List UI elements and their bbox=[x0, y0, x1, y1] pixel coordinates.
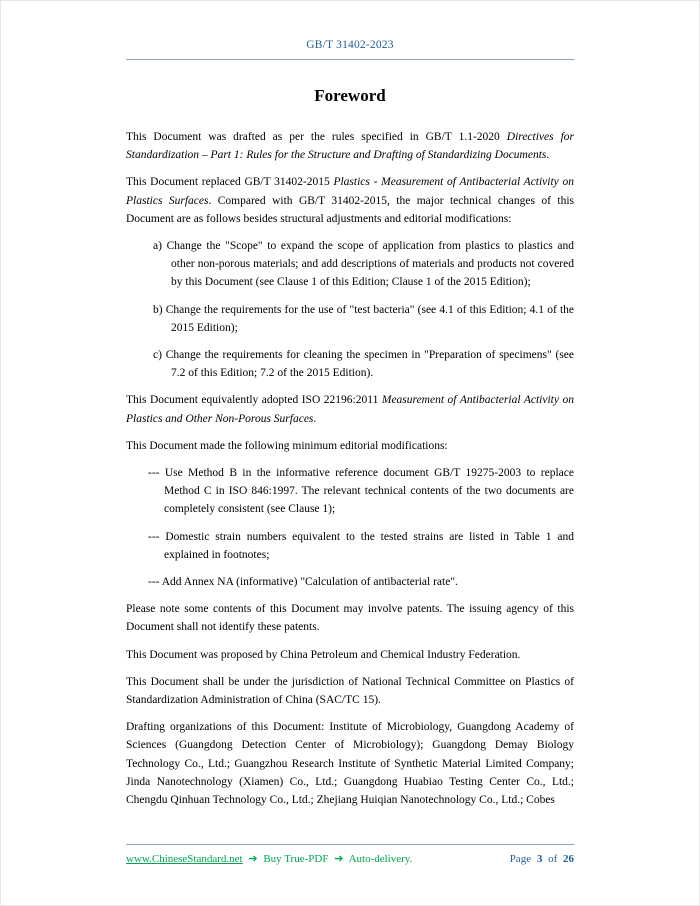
paragraph bbox=[126, 600, 574, 636]
document-number: GB/T 31402-2023 bbox=[306, 39, 394, 51]
text-segment: This Document made the following minimum editorial modifications: bbox=[126, 439, 448, 452]
page-title: Foreword bbox=[314, 86, 386, 105]
italic-text-segment: Plastics - Measurement of Antibacterial Activity on Plastics Surfaces bbox=[126, 176, 574, 207]
list-item bbox=[153, 346, 574, 382]
page-indicator bbox=[507, 853, 574, 865]
footer-row bbox=[126, 852, 574, 865]
text-segment: --- Use Method B in the informative reference document GB/T 19275-2003 to replace Method C in ISO 846:1997. The relevant technical contents of the two documents are completely consistent (see Clause 1); bbox=[148, 467, 574, 516]
text-segment: This Document replaced GB/T 31402-2015 bbox=[126, 176, 334, 189]
list-item bbox=[153, 301, 574, 337]
text-segment: This Document was drafted as per the rules specified in GB/T 1.1-2020 bbox=[126, 131, 507, 143]
of-label: of bbox=[548, 853, 558, 865]
dash-item bbox=[148, 528, 574, 564]
paragraph bbox=[126, 718, 574, 809]
text-segment: Please note some contents of this Document may involve patents. The issuing agency of this Document shall not identify these patents. bbox=[126, 603, 574, 634]
auto-delivery-label: Auto-delivery. bbox=[348, 853, 413, 865]
document-body bbox=[126, 128, 574, 809]
text-segment: This Document was proposed by China Petroleum and Chemical Industry Federation. bbox=[126, 648, 521, 661]
page-footer bbox=[126, 844, 574, 865]
buy-true-pdf-label: Buy True-PDF bbox=[263, 853, 329, 865]
text-segment: This Document shall be under the jurisdiction of National Technical Committee on Plastics of Standardization Administration of China (SAC/TC 15). bbox=[126, 675, 574, 707]
footer-rule bbox=[126, 844, 574, 845]
dash-item bbox=[148, 464, 574, 519]
text-segment: c) Change the requirements for cleaning the specimen in "Preparation of specimens" (see 7.2 of this Edition; 7.2 of the 2015 Edition). bbox=[153, 349, 574, 380]
paragraph bbox=[126, 437, 574, 455]
text-segment: This Document equivalently adopted ISO 22196:2011 bbox=[126, 394, 382, 407]
text-segment: b) Change the requirements for the use of "test bacteria" (see 4.1 of this Edition; 4.1 of the 2015 Edition); bbox=[153, 303, 574, 334]
text-segment: a) Change the "Scope" to expand the scope of application from plastics to plastics and other non-porous materials; and add descriptions of materials and products not covered by this Document (see Clause 1 of this Edition; Clause 1 of the 2015 Edition); bbox=[153, 240, 574, 289]
paragraph bbox=[126, 128, 574, 164]
text-segment: . bbox=[546, 149, 550, 162]
paragraph bbox=[126, 391, 574, 427]
total-pages: 26 bbox=[563, 853, 574, 865]
page-number: 3 bbox=[536, 853, 543, 865]
paragraph bbox=[126, 673, 574, 709]
paragraph bbox=[126, 173, 574, 228]
text-segment: --- Add Annex NA (informative) "Calculation of antibacterial rate". bbox=[148, 576, 458, 589]
site-link[interactable]: www.ChineseStandard.net bbox=[126, 853, 243, 865]
footer-promo bbox=[126, 852, 415, 865]
italic-text-segment: Measurement of Antibacterial Activity on Plastics and Other Non-Porous Surfaces bbox=[126, 394, 574, 425]
page-label: Page bbox=[509, 853, 532, 865]
arrow-icon: ➔ bbox=[334, 853, 344, 865]
text-segment: --- Domestic strain numbers equivalent to the tested strains are listed in Table 1 and explained in footnotes; bbox=[148, 530, 574, 561]
text-segment: . Compared with GB/T 31402-2015, the major technical changes of this Document are as follows besides structural adjustments and editorial modifications: bbox=[126, 194, 574, 225]
header-rule bbox=[126, 59, 574, 60]
arrow-icon: ➔ bbox=[248, 853, 258, 865]
text-segment: Drafting organizations of this Document: Institute of Microbiology, Guangdong Academy of Sciences (Guangdong Detection Center of Microbiology); Guangdong Demay Biology Technology Co., Ltd.; Guangzhou Research Institute of Synthetic Material Limited Company; Jinda Nanotechnology (Xiamen) Co., Ltd.; Guangdong Huabiao Testing Center Co., Ltd.; Chengdu Qinhuan Technology Co., Ltd.; Zhejiang Huiqian Nanotechnology Co., Ltd.; Cobes bbox=[126, 721, 574, 807]
italic-text-segment: Directives for Standardization – Part 1: Rules for the Structure and Drafting of Standardizing Documents bbox=[126, 131, 574, 162]
paragraph bbox=[126, 646, 574, 664]
page-header bbox=[126, 1, 574, 60]
list-item bbox=[153, 237, 574, 292]
dash-item bbox=[148, 573, 574, 591]
text-segment: . bbox=[313, 412, 317, 425]
